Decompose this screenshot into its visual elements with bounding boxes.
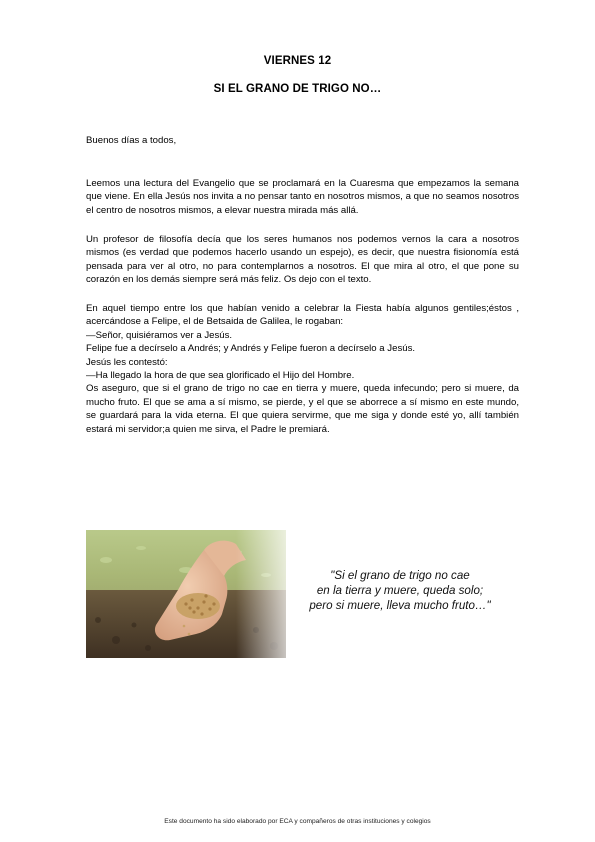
paragraph-intro: Leemos una lectura del Evangelio que se proclamará en la Cuaresma que empezamos la semana que viene. En ella Jesús nos invita a no pensar tanto en nosotros mismos, a que no seamos nosotros el centro de nosotros mismos, a elevar nuestra mirada más allá. [86,178,519,216]
banner-quote [288,568,512,613]
gospel-line: Felipe fue a decírselo a Andrés; y Andrés y Felipe fueron a decírselo a Jesús. [86,343,416,355]
quote-line: en la tierra y muere, queda solo; [316,584,484,597]
gospel-line: —Ha llegado la hora de que sea glorificado el Hijo del Hombre. [86,370,355,382]
paragraph-reflection: Un profesor de filosofía decía que los seres humanos nos podemos vernos la cara a nosotros mismos (es verdad que podemos hacerlo usando un espejo), es decir, que nuestra fisionomía está pensada para ver al otro, no para contemplarnos a nosotros. El que mira al otro, el que pone su corazón en los demás siempre será más feliz. Os dejo con el texto. [86,234,519,286]
page-day-heading: VIERNES 12 [263,55,332,67]
gospel-line: Jesús les contestó: [86,356,168,368]
page-title: SI EL GRANO DE TRIGO NO… [213,83,382,95]
greeting: Buenos días a todos, [86,135,177,146]
gospel-intro: En aquel tiempo entre los que habían venido a celebrar la Fiesta había algunos gentiles;éstos , acercándose a Felipe, el de Betsaida de Galilea, le rogaban: [86,303,519,328]
quote-line: pero si muere, lleva mucho fruto…" [309,599,491,612]
quote-line: "Si el grano de trigo no cae [330,569,470,582]
gospel-line: Os aseguro, que si el grano de trigo no cae en tierra y muere, queda infecundo; pero si muere, da mucho fruto. El que se ama a sí mismo, se pierde, y el que se aborrece a sí mismo en este mundo, se guardará para la vida eterna. El que quiera servirme, que me siga y donde esté yo, allí también estará mi servidor;a quien me sirva, el Padre le premiará. [86,383,519,435]
gospel-text [86,302,519,436]
gospel-line: —Señor, quisiéramos ver a Jesús. [86,329,233,341]
footer-note: Este documento ha sido elaborado por ECA y compañeros de otras instituciones y colegios [164,818,431,825]
